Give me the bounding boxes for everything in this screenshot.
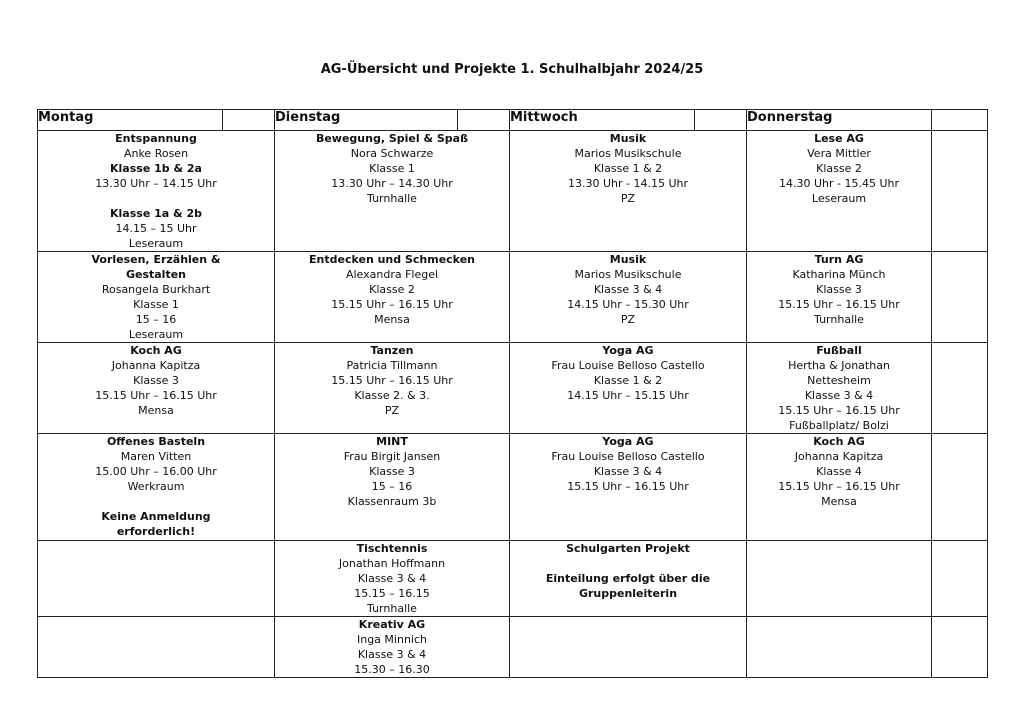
ag-room: Leseraum [128, 328, 184, 341]
ag-leader: Nettesheim [807, 374, 871, 387]
ag-class: Klasse 1 & 2 [593, 162, 663, 175]
page-title: AG-Übersicht und Projekte 1. Schulhalbjahr 2024/25 [320, 62, 704, 77]
ag-cell-entspannung [38, 131, 275, 252]
ag-name: Schulgarten Projekt [566, 542, 690, 555]
ag-time: 14.15 – 15 Uhr [115, 222, 197, 235]
ag-cell-koch [38, 343, 275, 434]
table-row [38, 434, 988, 541]
ag-name: Musik [609, 132, 647, 145]
ag-room: Turnhalle [367, 602, 417, 615]
ag-leader: Frau Birgit Jansen [343, 450, 441, 463]
ag-room: PZ [620, 313, 636, 326]
ag-room: Fußballplatz/ Bolzi [789, 419, 889, 432]
ag-room: Mensa [138, 404, 174, 417]
ag-time: 15.30 – 16.30 [354, 663, 430, 676]
ag-cell-turn [747, 252, 932, 343]
ag-room: Mensa [821, 495, 857, 508]
empty-header-cell [223, 110, 275, 131]
ag-leader: Jonathan Hoffmann [338, 557, 446, 570]
day-header-wednesday: Mittwoch [510, 110, 695, 131]
ag-room: Turnhalle [814, 313, 864, 326]
ag-class: Klasse 3 & 4 [357, 572, 427, 585]
ag-class: Klasse 3 & 4 [593, 283, 663, 296]
ag-class: Klasse 1 & 2 [593, 374, 663, 387]
ag-time: 15.15 Uhr – 16.15 Uhr [778, 404, 900, 417]
ag-name: Koch AG [813, 435, 865, 448]
ag-name: MINT [376, 435, 408, 448]
empty-cell [932, 131, 988, 252]
ag-leader: Patricia Tillmann [346, 359, 438, 372]
ag-leader: Marios Musikschule [574, 147, 682, 160]
day-header-tuesday: Dienstag [275, 110, 458, 131]
ag-name: Entdecken und Schmecken [309, 253, 475, 266]
ag-room: Leseraum [811, 192, 867, 205]
ag-room: Werkraum [127, 480, 185, 493]
ag-room: PZ [620, 192, 636, 205]
ag-schedule-table [37, 109, 988, 678]
ag-class: Klasse 2. & 3. [354, 389, 430, 402]
ag-class: Klasse 1b & 2a [110, 162, 202, 175]
ag-cell-yoga [510, 343, 747, 434]
ag-leader: Frau Louise Belloso Castello [551, 359, 705, 372]
ag-class: Klasse 3 [133, 374, 179, 387]
table-row [38, 252, 988, 343]
ag-name: Entspannung [115, 132, 197, 145]
ag-leader: Nora Schwarze [350, 147, 434, 160]
ag-name: Kreativ AG [358, 618, 426, 631]
ag-cell-koch [747, 434, 932, 541]
ag-time: 14.15 Uhr – 15.30 Uhr [567, 298, 689, 311]
ag-name: Musik [609, 253, 647, 266]
empty-header-cell [932, 110, 988, 131]
header-row [38, 110, 988, 131]
ag-leader: Marios Musikschule [574, 268, 682, 281]
ag-cell-musik [510, 252, 747, 343]
ag-time: 13.30 Uhr – 14.30 Uhr [331, 177, 453, 190]
ag-name: Vorlesen, Erzählen & [91, 253, 221, 266]
ag-cell-schulgarten [510, 541, 747, 617]
ag-name: Turn AG [814, 253, 864, 266]
ag-leader: Maren Vitten [120, 450, 192, 463]
table-row [38, 343, 988, 434]
ag-room: Turnhalle [367, 192, 417, 205]
ag-class: Klasse 2 [816, 162, 862, 175]
table-row [38, 617, 988, 678]
ag-room: PZ [384, 404, 400, 417]
ag-room: Klassenraum 3b [347, 495, 437, 508]
ag-leader: Hertha & Jonathan [788, 359, 890, 372]
empty-header-cell [458, 110, 510, 131]
ag-time: 15.15 Uhr – 16.15 Uhr [778, 480, 900, 493]
ag-class: Klasse 2 [369, 283, 415, 296]
ag-class: Klasse 4 [816, 465, 862, 478]
ag-cell-fussball [747, 343, 932, 434]
empty-cell [747, 541, 932, 617]
ag-room: Mensa [374, 313, 410, 326]
ag-class: Klasse 3 & 4 [357, 648, 427, 661]
empty-cell [932, 434, 988, 541]
ag-time: 15.15 Uhr – 16.15 Uhr [331, 298, 453, 311]
ag-time: 15.15 Uhr – 16.15 Uhr [95, 389, 217, 402]
ag-class: Klasse 1a & 2b [110, 207, 202, 220]
ag-leader: Rosangela Burkhart [101, 283, 211, 296]
ag-cell-tanzen [275, 343, 510, 434]
ag-time: 15.00 Uhr – 16.00 Uhr [95, 465, 217, 478]
table-row [38, 541, 988, 617]
ag-class: Klasse 3 & 4 [804, 389, 874, 402]
ag-time: 14.15 Uhr – 15.15 Uhr [567, 389, 689, 402]
ag-name: Yoga AG [602, 435, 654, 448]
ag-name: Bewegung, Spiel & Spaß [315, 132, 469, 145]
ag-leader: Johanna Kapitza [794, 450, 884, 463]
ag-cell-lese [747, 131, 932, 252]
ag-leader: Alexandra Flegel [345, 268, 439, 281]
ag-name: Tischtennis [356, 542, 428, 555]
day-header-monday: Montag [38, 110, 223, 131]
empty-header-cell [695, 110, 747, 131]
ag-note: Einteilung erfolgt über die [545, 572, 711, 585]
ag-note: Keine Anmeldung [101, 510, 211, 523]
ag-time: 15.15 – 16.15 [354, 587, 430, 600]
ag-cell-entdecken [275, 252, 510, 343]
ag-leader: Inga Minnich [356, 633, 427, 646]
ag-leader: Johanna Kapitza [111, 359, 201, 372]
ag-cell-bewegung [275, 131, 510, 252]
empty-cell [932, 252, 988, 343]
ag-time: 14.30 Uhr - 15.45 Uhr [778, 177, 900, 190]
ag-time: 13.30 Uhr - 14.15 Uhr [567, 177, 689, 190]
empty-cell [510, 617, 747, 678]
ag-class: Klasse 1 [133, 298, 179, 311]
ag-leader: Frau Louise Belloso Castello [551, 450, 705, 463]
ag-name: Lese AG [814, 132, 864, 145]
ag-name: Offenes Basteln [106, 435, 206, 448]
ag-note: erforderlich! [116, 525, 196, 538]
empty-cell [38, 541, 275, 617]
ag-cell-mint [275, 434, 510, 541]
day-header-thursday: Donnerstag [747, 110, 932, 131]
ag-time: 15 – 16 [135, 313, 177, 326]
ag-class: Klasse 3 & 4 [593, 465, 663, 478]
ag-name: Fußball [816, 344, 862, 357]
ag-class: Klasse 1 [369, 162, 415, 175]
ag-note: Gruppenleiterin [578, 587, 678, 600]
empty-cell [932, 617, 988, 678]
ag-name: Gestalten [125, 268, 187, 281]
table-row [38, 131, 988, 252]
ag-time: 15 – 16 [371, 480, 413, 493]
ag-name: Tanzen [370, 344, 414, 357]
ag-class: Klasse 3 [369, 465, 415, 478]
ag-leader: Vera Mittler [807, 147, 871, 160]
empty-cell [38, 617, 275, 678]
ag-time: 13.30 Uhr – 14.15 Uhr [95, 177, 217, 190]
ag-cell-tischtennis [275, 541, 510, 617]
ag-cell-kreativ [275, 617, 510, 678]
empty-cell [932, 343, 988, 434]
ag-cell-musik [510, 131, 747, 252]
ag-name: Koch AG [130, 344, 182, 357]
ag-time: 15.15 Uhr – 16.15 Uhr [567, 480, 689, 493]
ag-time: 15.15 Uhr – 16.15 Uhr [778, 298, 900, 311]
empty-cell [932, 541, 988, 617]
empty-cell [747, 617, 932, 678]
ag-name: Yoga AG [602, 344, 654, 357]
ag-room: Leseraum [128, 237, 184, 250]
ag-cell-vorlesen [38, 252, 275, 343]
ag-leader: Katharina Münch [792, 268, 886, 281]
ag-cell-yoga [510, 434, 747, 541]
ag-leader: Anke Rosen [123, 147, 189, 160]
ag-class: Klasse 3 [816, 283, 862, 296]
ag-cell-basteln [38, 434, 275, 541]
ag-time: 15.15 Uhr – 16.15 Uhr [331, 374, 453, 387]
